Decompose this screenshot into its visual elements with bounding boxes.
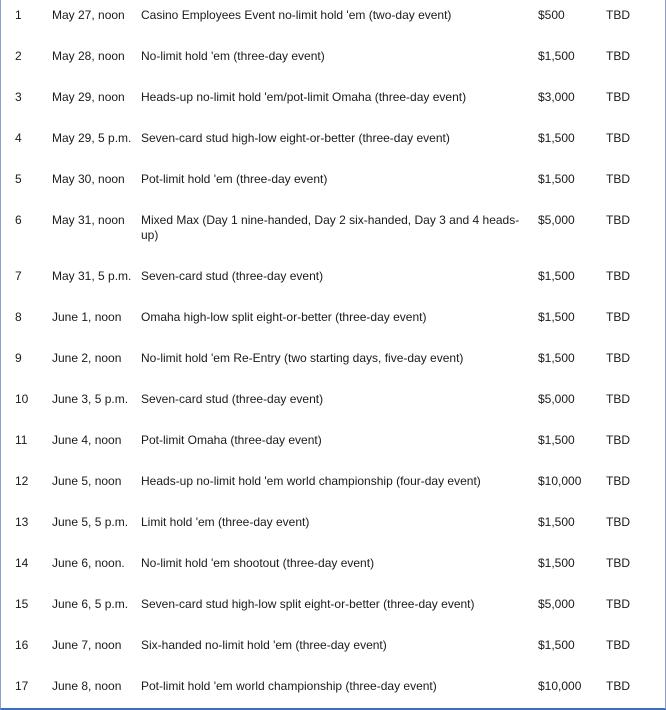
event-number: 5	[15, 172, 22, 186]
table-row	[2, 302, 664, 343]
table-row	[2, 589, 664, 630]
event-prize: TBD	[606, 49, 630, 63]
event-number: 8	[15, 310, 22, 324]
event-prize: TBD	[606, 638, 630, 652]
event-name: Six-handed no-limit hold 'em (three-day event)	[141, 638, 387, 652]
event-prize: TBD	[606, 213, 630, 227]
event-name: Seven-card stud high-low split eight-or-better (three-day event)	[141, 597, 475, 611]
event-number: 11	[15, 433, 28, 447]
event-date: June 5, 5 p.m.	[52, 515, 129, 529]
event-date: June 6, noon.	[52, 556, 125, 570]
event-name: Pot-limit hold 'em world championship (three-day event)	[141, 679, 437, 693]
table-row	[2, 425, 664, 466]
event-name: No-limit hold 'em shootout (three-day event)	[141, 556, 375, 570]
event-prize: TBD	[606, 8, 630, 22]
event-prize: TBD	[606, 392, 630, 406]
event-buyin: $1,500	[538, 131, 575, 145]
event-prize: TBD	[606, 90, 630, 104]
event-buyin: $1,500	[538, 556, 575, 570]
event-date: June 7, noon	[52, 638, 122, 652]
event-number: 15	[15, 597, 29, 611]
event-buyin: $1,500	[538, 638, 575, 652]
event-buyin: $1,500	[538, 310, 575, 324]
event-number: 1	[15, 8, 22, 22]
event-number: 17	[15, 679, 29, 693]
event-name: No-limit hold 'em Re-Entry (two starting days, five-day event)	[141, 351, 464, 365]
table-row	[2, 343, 664, 384]
event-date: June 3, 5 p.m.	[52, 392, 129, 406]
event-name: Casino Employees Event no-limit hold 'em (two-day event)	[141, 8, 452, 22]
event-date: May 31, 5 p.m.	[52, 269, 132, 283]
event-buyin: $1,500	[538, 49, 575, 63]
event-number: 2	[15, 49, 22, 63]
table-row	[2, 548, 664, 589]
table-row	[2, 507, 664, 548]
event-number: 16	[15, 638, 29, 652]
event-name: Heads-up no-limit hold 'em world championship (four-day event)	[141, 474, 481, 488]
event-name: No-limit hold 'em (three-day event)	[141, 49, 325, 63]
event-prize: TBD	[606, 597, 630, 611]
event-buyin: $1,500	[538, 515, 575, 529]
event-name: Seven-card stud (three-day event)	[141, 392, 324, 406]
schedule-table	[2, 0, 664, 698]
event-buyin: $1,500	[538, 351, 575, 365]
table-row	[2, 164, 664, 205]
event-number: 3	[15, 90, 22, 104]
event-name: Pot-limit hold 'em (three-day event)	[141, 172, 328, 186]
table-row	[2, 0, 664, 41]
table-row	[2, 123, 664, 164]
event-date: June 6, 5 p.m.	[52, 597, 129, 611]
schedule-body	[2, 0, 664, 698]
event-prize: TBD	[606, 433, 630, 447]
event-name: Mixed Max (Day 1 nine-handed, Day 2 six-handed, Day 3 and 4 heads-up)	[141, 213, 520, 242]
table-row	[2, 205, 664, 261]
event-date: June 2, noon	[52, 351, 122, 365]
event-buyin: $5,000	[538, 392, 575, 406]
event-number: 9	[15, 351, 22, 365]
event-date: May 28, noon	[52, 49, 125, 63]
event-buyin: $10,000	[538, 474, 582, 488]
table-row	[2, 466, 664, 507]
event-number: 10	[15, 392, 29, 406]
event-name: Omaha high-low split eight-or-better (three-day event)	[141, 310, 427, 324]
event-buyin: $1,500	[538, 172, 575, 186]
event-prize: TBD	[606, 172, 630, 186]
event-prize: TBD	[606, 131, 630, 145]
event-number: 14	[15, 556, 29, 570]
event-number: 6	[15, 213, 22, 227]
table-row	[2, 671, 664, 698]
event-date: May 31, noon	[52, 213, 125, 227]
event-buyin: $5,000	[538, 597, 575, 611]
event-number: 13	[15, 515, 29, 529]
event-prize: TBD	[606, 474, 630, 488]
event-date: May 29, noon	[52, 90, 125, 104]
event-prize: TBD	[606, 515, 630, 529]
event-date: May 30, noon	[52, 172, 125, 186]
event-date: June 4, noon	[52, 433, 122, 447]
event-number: 4	[15, 131, 22, 145]
event-buyin: $3,000	[538, 90, 575, 104]
event-prize: TBD	[606, 269, 630, 283]
event-prize: TBD	[606, 351, 630, 365]
event-date: May 29, 5 p.m.	[52, 131, 132, 145]
table-row	[2, 41, 664, 82]
event-buyin: $5,000	[538, 213, 575, 227]
event-date: May 27, noon	[52, 8, 125, 22]
table-row	[2, 261, 664, 302]
event-name: Seven-card stud (three-day event)	[141, 269, 324, 283]
event-buyin: $1,500	[538, 433, 575, 447]
event-buyin: $10,000	[538, 679, 582, 693]
event-name: Heads-up no-limit hold 'em/pot-limit Omaha (three-day event)	[141, 90, 467, 104]
table-row	[2, 82, 664, 123]
event-buyin: $500	[538, 8, 565, 22]
event-date: June 1, noon	[52, 310, 122, 324]
event-name: Pot-limit Omaha (three-day event)	[141, 433, 322, 447]
event-prize: TBD	[606, 679, 630, 693]
event-name: Seven-card stud high-low eight-or-better (three-day event)	[141, 131, 450, 145]
event-prize: TBD	[606, 556, 630, 570]
event-date: June 5, noon	[52, 474, 122, 488]
event-name: Limit hold 'em (three-day event)	[141, 515, 310, 529]
event-buyin: $1,500	[538, 269, 575, 283]
table-row	[2, 384, 664, 425]
table-row	[2, 630, 664, 671]
event-prize: TBD	[606, 310, 630, 324]
event-number: 12	[15, 474, 29, 488]
event-number: 7	[15, 269, 22, 283]
event-date: June 8, noon	[52, 679, 122, 693]
